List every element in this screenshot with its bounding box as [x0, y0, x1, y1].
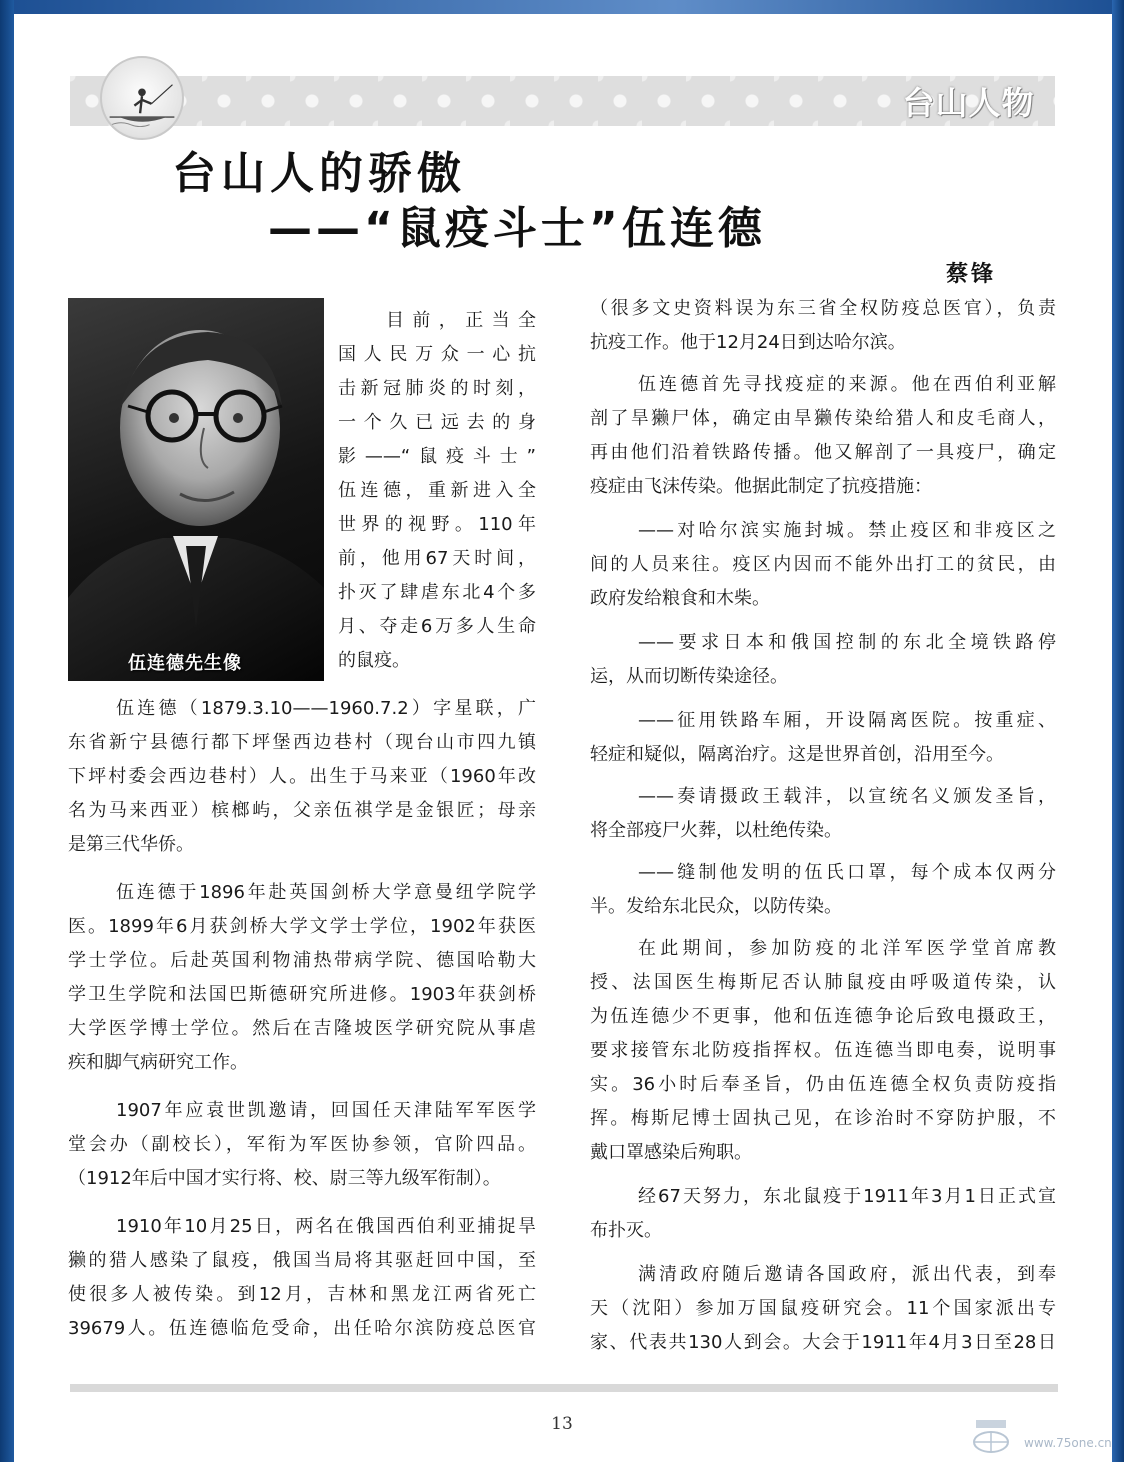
watermark-url: www.75one.cn	[1024, 1436, 1112, 1450]
body-text-line: 1907年应袁世凯邀请，回国任天津陆军军医学	[116, 1100, 536, 1121]
section-label: 台山人物	[902, 84, 1035, 122]
body-text-line: 轻症和疑似，隔离治疗。这是世界首创，沿用至今。	[590, 744, 1004, 765]
body-text-line: 的鼠疫。	[338, 650, 410, 671]
body-text-line: 前，他用67天时间，	[338, 548, 536, 569]
body-text-line: （1912年后中国才实行将、校、尉三等九级军衔制）。	[68, 1168, 501, 1189]
globe-logo-icon	[962, 1418, 1020, 1454]
body-text-line: 伍连德（1879.3.10——1960.7.2）字星联，广	[116, 698, 536, 719]
body-text-line: 疾和脚气病研究工作。	[68, 1052, 248, 1073]
body-text-line: 半。发给东北民众，以防传染。	[590, 896, 842, 917]
body-text-line: 使很多人被传染。到12月，吉林和黑龙江两省死亡	[68, 1284, 536, 1305]
body-text-line: 扑灭了肆虐东北4个多	[338, 582, 536, 603]
body-text-line: 伍连德，重新进入全	[338, 480, 536, 501]
body-text-line: 天（沈阳）参加万国鼠疫研究会。11个国家派出专	[590, 1298, 1056, 1319]
body-text-line: ——征用铁路车厢，开设隔离医院。按重症、	[638, 710, 1056, 731]
body-text-line: 獭的猎人感染了鼠疫，俄国当局将其驱赶回中国，至	[68, 1250, 536, 1271]
portrait-photo	[68, 298, 324, 681]
body-text-line: 挥。梅斯尼博士固执己见，在诊治时不穿防护服，不	[590, 1108, 1056, 1129]
body-text-line: 政府发给粮食和木柴。	[590, 588, 770, 609]
body-text-line: 戴口罩感染后殉职。	[590, 1142, 752, 1163]
body-text-line: ——缝制他发明的伍氏口罩，每个成本仅两分	[638, 862, 1056, 883]
body-text-line: 一个久已远去的身	[338, 412, 536, 433]
body-text-line: 学士学位。后赴英国利物浦热带病学院、德国哈勒大	[68, 950, 536, 971]
photo-caption: 伍连德先生像	[128, 653, 242, 674]
body-text-line: 堂会办（副校长），军衔为军医协参领，官阶四品。	[68, 1134, 536, 1155]
right-edge-strip	[1112, 0, 1124, 1462]
body-text-line: 在此期间，参加防疫的北洋军医学堂首席教	[638, 938, 1056, 959]
body-text-line: 1910年10月25日，两名在俄国西伯利亚捕捉旱	[116, 1216, 536, 1237]
body-text-line: 运，从而切断传染途径。	[590, 666, 788, 687]
body-text-line: ——对哈尔滨实施封城。禁止疫区和非疫区之	[638, 520, 1056, 541]
body-text-line: 抗疫工作。他于12月24日到达哈尔滨。	[590, 332, 906, 353]
body-text-line: 要求接管东北防疫指挥权。伍连德当即电奏，说明事	[590, 1040, 1056, 1061]
body-text-line: 影——“鼠疫斗士”	[338, 446, 536, 467]
portrait-illustration-icon	[68, 298, 324, 681]
body-text-line: ——奏请摄政王载沣，以宣统名义颁发圣旨，	[638, 786, 1056, 807]
body-text-line: 疫症由飞沫传染。他据此制定了抗疫措施：	[590, 476, 932, 497]
top-edge-strip	[0, 0, 1124, 14]
page-number: 13	[551, 1414, 573, 1434]
body-text-line: 东省新宁县德行都下坪堡西边巷村（现台山市四九镇	[68, 732, 536, 753]
article-author: 蔡锋	[946, 261, 997, 287]
body-text-line: 目前，正当全	[386, 310, 536, 331]
body-text-line: 实。36小时后奉圣旨，仍由伍连德全权负责防疫指	[590, 1074, 1056, 1095]
body-text-line: 经67天努力，东北鼠疫于1911年3月1日正式宣	[638, 1186, 1056, 1207]
body-text-line: 伍连德首先寻找疫症的来源。他在西伯利亚解	[638, 374, 1056, 395]
body-text-line: 学卫生学院和法国巴斯德研究所进修。1903年获剑桥	[68, 984, 536, 1005]
body-text-line: 家、代表共130人到会。大会于1911年4月3日至28日	[590, 1332, 1056, 1353]
body-text-line: 月、夺走6万多人生命	[338, 616, 536, 637]
body-text-line: 间的人员来往。疫区内因而不能外出打工的贫民，由	[590, 554, 1056, 575]
body-text-line: 39679人。伍连德临危受命，出任哈尔滨防疫总医官	[68, 1318, 536, 1339]
body-text-line: 大学医学博士学位。然后在吉隆坡医学研究院从事虐	[68, 1018, 536, 1039]
body-text-line: 医。1899年6月获剑桥大学文学士学位，1902年获医	[68, 916, 536, 937]
body-text-line: 布扑灭。	[590, 1220, 662, 1241]
bottom-rule	[70, 1384, 1058, 1392]
site-watermark	[962, 1418, 1112, 1454]
left-edge-strip	[0, 0, 14, 1462]
body-text-line: 剖了旱獭尸体，确定由旱獭传染给猎人和皮毛商人，	[590, 408, 1056, 429]
body-text-line: 世界的视野。110年	[338, 514, 536, 535]
body-text-line: 是第三代华侨。	[68, 834, 194, 855]
body-text-line: 为伍连德少不更事，他和伍连德争论后致电摄政王，	[590, 1006, 1056, 1027]
body-text-line: 下坪村委会西边巷村）人。出生于马来亚（1960年改	[68, 766, 536, 787]
body-text-line: 满清政府随后邀请各国政府，派出代表，到奉	[638, 1264, 1056, 1285]
body-text-line: 国人民万众一心抗	[338, 344, 536, 365]
body-text-line: 再由他们沿着铁路传播。他又解剖了一具疫尸，确定	[590, 442, 1056, 463]
body-text-line: 击新冠肺炎的时刻，	[338, 378, 536, 399]
body-text-line: 将全部疫尸火葬，以杜绝传染。	[590, 820, 842, 841]
body-text-line: 伍连德于1896年赴英国剑桥大学意曼纽学院学	[116, 882, 536, 903]
body-text-line: 名为马来西亚）槟榔屿，父亲伍祺学是金银匠；母亲	[68, 800, 536, 821]
fisherman-medallion-icon	[100, 56, 184, 140]
body-text-line: 授、法国医生梅斯尼否认肺鼠疫由呼吸道传染，认	[590, 972, 1056, 993]
article-title-line1: 台山人的骄傲	[172, 148, 466, 199]
body-text-line: ——要求日本和俄国控制的东北全境铁路停	[638, 632, 1056, 653]
body-text-line: （很多文史资料误为东三省全权防疫总医官），负责	[590, 298, 1056, 319]
article-title-line2: ——“鼠疫斗士”伍连德	[268, 203, 766, 254]
